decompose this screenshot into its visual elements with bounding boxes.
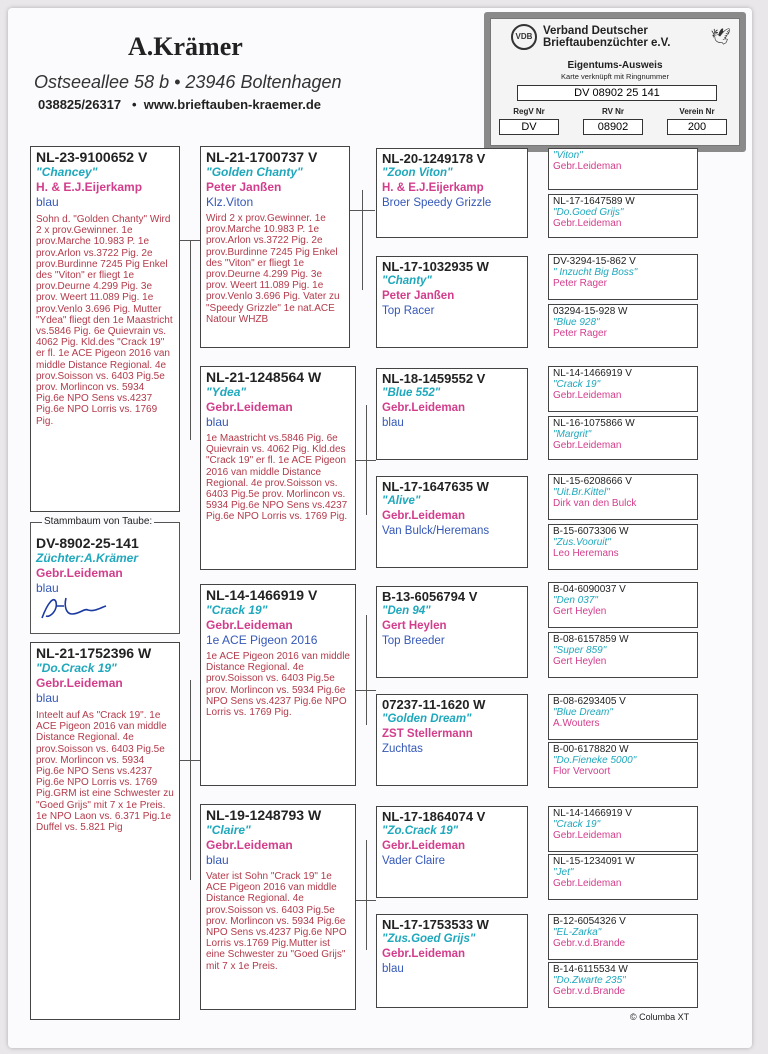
- gp-ff-ring: NL-21-1700737 V: [206, 149, 318, 165]
- g4-ring: B-08-6157859 W: [553, 634, 629, 645]
- grandfather-maternal-box[interactable]: [200, 584, 356, 786]
- g4-box[interactable]: [548, 742, 698, 788]
- gp-mf-color: 1e ACE Pigeon 2016: [206, 633, 318, 647]
- owner-name: A.Krämer: [128, 32, 243, 61]
- g4-ring: B-00-6178820 W: [553, 744, 629, 755]
- g4-ring: B-12-6054326 V: [553, 916, 626, 927]
- ggp-ring: NL-18-1459552 V: [382, 371, 486, 386]
- connector-line: [366, 840, 367, 950]
- ggp-box[interactable]: [376, 586, 528, 678]
- mother-info: Inteelt auf As "Crack 19". 1e ACE Pigeon 2016 van middle Distance Regional. 4e prov.Soisson vs. 6403 Pig.5e prov. Morlincon vs. 5934 Pig.6e NPO Sens vs.4237 Pig.6e NPO Lorris vs. 1769 Pig.GRM ist eine Schwester zu "Goed Grijs" mit 7 x 1e Preis. 1e NPO Laon vs. 6.371 Pig.1e Duffel vs. 5.821 Pig: [36, 710, 174, 834]
- ggp-breeder: H. & E.J.Eijerkamp: [382, 182, 484, 194]
- ggp-name: "Zus.Goed Grijs": [382, 933, 476, 945]
- g4-name: "Super 859": [553, 645, 607, 656]
- g4-name: " Inzucht Big Boss": [553, 267, 638, 278]
- gp-mf-breeder: Gebr.Leideman: [206, 618, 293, 632]
- g4-box[interactable]: [548, 254, 698, 300]
- g4-ring: DV-3294-15-862 V: [553, 256, 636, 267]
- card-subtitle: Karte verknüpft mit Ringnummer: [561, 72, 669, 81]
- g4-name: "Jet": [553, 867, 574, 878]
- gp-fm-info: 1e Maastricht vs.5846 Pig. 6e Quievrain vs. 4062 Pig. Kld.des "Crack 19" er fl. 1e ACE Pigeon 2016 van middle Distance Regional. 4e prov.Soisson vs. 6403 Pig.5e prov. Morlincon vs. 5934 Pig.6e NPO Sens vs.4237 Pig.6e NPO Lorris vs. 1769 Pig.: [206, 433, 348, 523]
- ggp-box[interactable]: [376, 148, 528, 238]
- g4-box[interactable]: [548, 854, 698, 900]
- ggp-breeder: Gebr.Leideman: [382, 510, 466, 522]
- g4-name: "Crack 19": [553, 819, 601, 830]
- mother-box[interactable]: [30, 642, 180, 1020]
- ggp-color: Top Racer: [382, 305, 435, 317]
- g4-name: "Viton": [553, 150, 583, 161]
- ggp-box[interactable]: [376, 806, 528, 898]
- g4-box[interactable]: [548, 148, 698, 190]
- gp-mm-info: Vater ist Sohn "Crack 19" 1e ACE Pigeon 2016 van middle Distance Regional. 4e prov.Soisson vs. 6403 Pig.5e prov. Morlincon vs. 5934 Pig.6e NPO Sens vs.4237 Pig.6e NPO Lorris vs.1769 Pig.Mutter ist eine Schwester zu "Goed Grijs" mit 7 x 1e Preis.: [206, 871, 347, 972]
- g4-breeder: Gebr.Leideman: [553, 161, 622, 172]
- g4-box[interactable]: [548, 632, 698, 678]
- card-col2-header: RV Nr: [601, 107, 625, 116]
- card-col2-value: 08902: [583, 119, 643, 135]
- connector-line: [190, 240, 191, 440]
- g4-box[interactable]: [548, 914, 698, 960]
- card-organization: [543, 25, 670, 49]
- ggp-color: Broer Speedy Grizzle: [382, 197, 492, 209]
- mother-color: blau: [36, 691, 59, 705]
- g4-breeder: Gert Heylen: [553, 656, 607, 667]
- g4-box[interactable]: [548, 366, 698, 412]
- g4-box[interactable]: [548, 524, 698, 570]
- g4-name: "Margrit": [553, 429, 592, 440]
- ggp-color: blau: [382, 417, 404, 429]
- g4-box[interactable]: [548, 962, 698, 1008]
- g4-box[interactable]: [548, 582, 698, 628]
- signature-icon: [36, 592, 116, 622]
- ggp-ring: NL-17-1647635 W: [382, 479, 489, 494]
- g4-breeder: Gebr.Leideman: [553, 830, 622, 841]
- father-breeder: H. & E.J.Eijerkamp: [36, 180, 143, 194]
- ggp-name: "Zo.Crack 19": [382, 825, 459, 837]
- ggp-box[interactable]: [376, 694, 528, 786]
- ggp-breeder: Gebr.Leideman: [382, 402, 466, 414]
- g4-box[interactable]: [548, 416, 698, 460]
- g4-box[interactable]: [548, 806, 698, 852]
- g4-name: "Do.Goed Grijs": [553, 207, 624, 218]
- gp-ff-name: "Golden Chanty": [206, 165, 303, 179]
- gp-ff-info: Wird 2 x prov.Gewinner. 1e prov.Marche 10.983 P. 1e prov.Arlon vs.3722 Pig. 2e prov.Burdinne 7245 Pig Enkel des "Viton" er fliegt 1e prov.Deurne 4.299 Pig. 3e prov. Weert 11.089 Pig. 1e prov.Venlo 3.696 Pig. Vater zu "Speedy Grizzle" 1e nat.ACE Natour WHZB: [206, 213, 340, 325]
- g4-ring: 03294-15-928 W: [553, 306, 628, 317]
- g4-ring: NL-14-1466919 V: [553, 368, 632, 379]
- g4-ring: B-04-6090037 V: [553, 584, 626, 595]
- card-col3-value: 200: [667, 119, 727, 135]
- g4-breeder: Gebr.Leideman: [553, 878, 622, 889]
- gp-ff-breeder: Peter Janßen: [206, 180, 282, 194]
- father-ring: NL-23-9100652 V: [36, 149, 148, 165]
- g4-ring: NL-15-1234091 W: [553, 856, 635, 867]
- gp-mm-ring: NL-19-1248793 W: [206, 807, 322, 823]
- g4-ring: NL-14-1466919 V: [553, 808, 632, 819]
- connector-line: [190, 680, 191, 880]
- grandmother-paternal-box[interactable]: [200, 366, 356, 570]
- gp-mf-ring: NL-14-1466919 V: [206, 587, 318, 603]
- ownership-card: [484, 12, 746, 152]
- ggp-name: "Den 94": [382, 605, 431, 617]
- father-box[interactable]: [30, 146, 180, 512]
- father-color: blau: [36, 195, 59, 209]
- card-org-line1: Verband Deutscher: [543, 25, 648, 37]
- ggp-color: Van Bulck/Heremans: [382, 525, 490, 537]
- g4-breeder: Flor Vervoort: [553, 766, 611, 777]
- gp-fm-color: blau: [206, 415, 229, 429]
- contact-line: [38, 97, 321, 112]
- ggp-ring: B-13-6056794 V: [382, 589, 478, 604]
- gp-mm-name: "Claire": [206, 823, 251, 837]
- subject-color: blau: [36, 581, 59, 595]
- owner-address: Ostseeallee 58 b • 23946 Boltenhagen: [34, 72, 342, 92]
- g4-name: "Do.Zwarte 235": [553, 975, 626, 986]
- ggp-ring: 07237-11-1620 W: [382, 697, 486, 712]
- ggp-ring: NL-17-1032935 W: [382, 259, 489, 274]
- subject-breeder: Gebr.Leideman: [36, 566, 123, 580]
- subject-breeder-label: Züchter:A.Krämer: [36, 551, 139, 565]
- g4-breeder: Gebr.v.d.Brande: [553, 986, 626, 997]
- ggp-color: Zuchtas: [382, 743, 423, 755]
- pedigree-label: Stammbaum von Taube:: [44, 516, 153, 527]
- father-name: "Chancey": [36, 165, 98, 179]
- gp-ff-color: Klz.Viton: [206, 195, 254, 209]
- g4-name: "Crack 19": [553, 379, 601, 390]
- ggp-ring: NL-17-1753533 W: [382, 917, 489, 932]
- g4-ring: NL-15-6208666 V: [553, 476, 632, 487]
- g4-breeder: A.Wouters: [553, 718, 600, 729]
- gp-mm-color: blau: [206, 853, 229, 867]
- ggp-box[interactable]: [376, 256, 528, 348]
- ggp-name: "Alive": [382, 495, 421, 507]
- card-col1-header: RegV Nr: [513, 107, 545, 116]
- card-col3-header: Verein Nr: [679, 107, 715, 116]
- gp-fm-name: "Ydea": [206, 385, 247, 399]
- g4-ring: B-15-6073306 W: [553, 526, 629, 537]
- g4-name: "EL-Zarka": [553, 927, 602, 938]
- ggp-breeder: Gebr.Leideman: [382, 948, 466, 960]
- ggp-name: "Zoon Viton": [382, 167, 453, 179]
- g4-ring: B-08-6293405 V: [553, 696, 626, 707]
- g4-ring: B-14-6115534 W: [553, 964, 628, 975]
- grandmother-maternal-box[interactable]: [200, 804, 356, 1010]
- vdb-logo-icon: VDB: [511, 24, 537, 50]
- ggp-name: "Chanty": [382, 275, 432, 287]
- g4-name: "Blue Dream": [553, 707, 613, 718]
- gp-mm-breeder: Gebr.Leideman: [206, 838, 293, 852]
- bullet-separator: •: [132, 97, 137, 112]
- ggp-breeder: ZST Stellermann: [382, 728, 473, 740]
- g4-name: "Blue 928": [553, 317, 600, 328]
- g4-box[interactable]: [548, 694, 698, 740]
- card-org-line2: Brieftaubenzüchter e.V.: [543, 37, 671, 49]
- website-link[interactable]: www.brieftauben-kraemer.de: [143, 97, 322, 112]
- ownership-card-inner: [490, 18, 740, 146]
- mother-breeder: Gebr.Leideman: [36, 676, 123, 690]
- g4-breeder: Gebr.v.d.Brande: [553, 938, 626, 949]
- card-col1-value: DV: [499, 119, 559, 135]
- ggp-name: "Blue 552": [382, 387, 441, 399]
- connector-line: [362, 190, 363, 290]
- g4-name: "Uit.Br.Kittel": [553, 487, 610, 498]
- ggp-box[interactable]: [376, 476, 528, 568]
- g4-box[interactable]: [548, 194, 698, 238]
- g4-name: "Den 037": [553, 595, 598, 606]
- pigeon-icon: 🕊: [710, 29, 731, 46]
- ggp-breeder: Peter Janßen: [382, 290, 455, 302]
- mother-name: "Do.Crack 19": [36, 661, 117, 675]
- ggp-color: Top Breeder: [382, 635, 445, 647]
- ggp-ring: NL-17-1864074 V: [382, 809, 486, 824]
- card-ring-number: DV 08902 25 141: [517, 85, 717, 101]
- subject-ring: DV-8902-25-141: [36, 535, 139, 551]
- ggp-ring: NL-20-1249178 V: [382, 151, 486, 166]
- phone-number: 038825/26317: [38, 97, 122, 112]
- g4-breeder: Gebr.Leideman: [553, 440, 622, 451]
- g4-breeder: Gebr.Leideman: [553, 390, 622, 401]
- grandfather-paternal-box[interactable]: [200, 146, 350, 348]
- connector-line: [366, 405, 367, 515]
- g4-breeder: Peter Rager: [553, 328, 607, 339]
- ggp-breeder: Gebr.Leideman: [382, 840, 466, 852]
- footer-copyright: © Columba XT: [630, 1012, 690, 1022]
- g4-ring: NL-16-1075866 W: [553, 418, 635, 429]
- g4-box[interactable]: [548, 474, 698, 520]
- ggp-name: "Golden Dream": [382, 713, 472, 725]
- gp-mf-name: "Crack 19": [206, 603, 268, 617]
- connector-line: [366, 615, 367, 725]
- ggp-box[interactable]: [376, 914, 528, 1008]
- gp-mf-info: 1e ACE Pigeon 2016 van middle Distance Regional. 4e prov.Soisson vs. 6403 Pig.5e prov. Morlincon vs. 5934 Pig.6e NPO Sens vs.4237 Pig.6e NPO Lorris vs. 1769 Pig.: [206, 651, 350, 719]
- g4-breeder: Dirk van den Bulck: [553, 498, 637, 509]
- mother-ring: NL-21-1752396 W: [36, 645, 152, 661]
- ggp-box[interactable]: [376, 368, 528, 460]
- card-title: Eigentums-Ausweis: [567, 60, 663, 71]
- gp-fm-ring: NL-21-1248564 W: [206, 369, 322, 385]
- ggp-breeder: Gert Heylen: [382, 620, 447, 632]
- g4-breeder: Gebr.Leideman: [553, 218, 622, 229]
- g4-breeder: Peter Rager: [553, 278, 607, 289]
- g4-name: "Zus.Vooruit": [553, 537, 611, 548]
- ggp-color: blau: [382, 963, 404, 975]
- father-info: Sohn d. "Golden Chanty" Wird 2 x prov.Gewinner. 1e prov.Marche 10.983 P. 1e prov.Arlon vs.3722 Pig. 2e prov.Burdinne 7245 Pig Enkel des "Viton" er fliegt 1e prov.Deurne 4.299 Pig. 3e prov. Weert 11.089 Pig. 1e prov.Venlo 3.696 Pig. Mutter "Ydea" fliegt den 1e Maastricht vs.5846 Pig. 6e Quievrain vs. 4062 Pig. Kld.des "Crack 19" er fl. 1e ACE Pigeon 2016 van middle Distance Regional. 4e prov.Soisson vs. 6403 Pig.5e prov. Morlincon vs. 5934 Pig.6e NPO Sens vs.4237 Pig.6e NPO Lorris vs. 1769 Pig.: [36, 214, 173, 427]
- g4-breeder: Gert Heylen: [553, 606, 607, 617]
- g4-breeder: Leo Heremans: [553, 548, 619, 559]
- gp-fm-breeder: Gebr.Leideman: [206, 400, 293, 414]
- g4-name: "Do.Fieneke 5000": [553, 755, 637, 766]
- ggp-color: Vader Claire: [382, 855, 446, 867]
- g4-ring: NL-17-1647589 W: [553, 196, 635, 207]
- g4-box[interactable]: [548, 304, 698, 348]
